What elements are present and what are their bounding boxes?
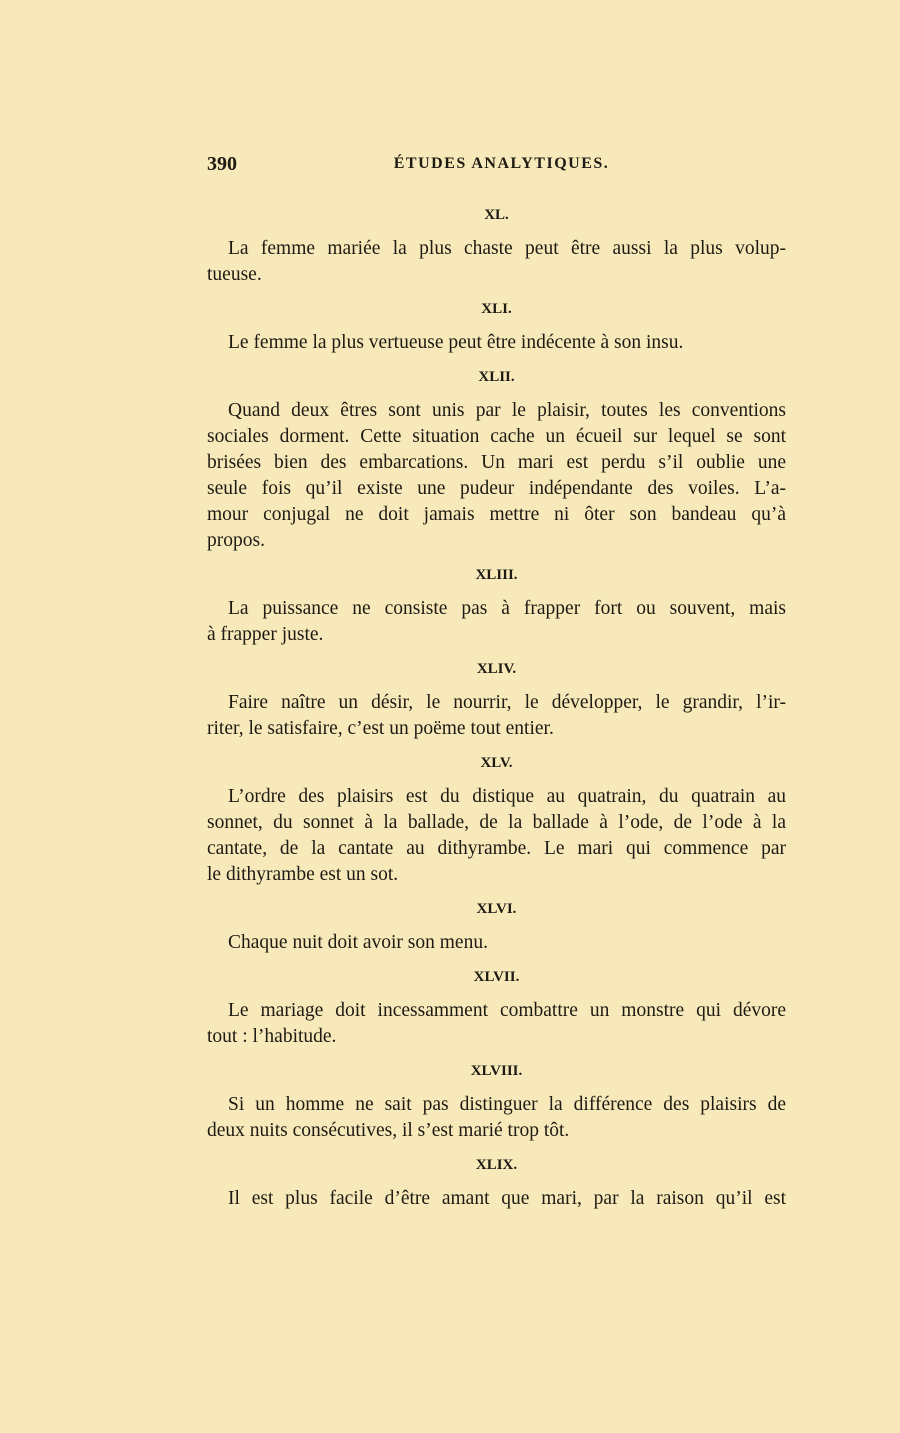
maxim-section <box>207 562 786 648</box>
text-line: à frapper juste. <box>207 624 324 645</box>
text-line: le dithyrambe est un sot. <box>207 864 399 885</box>
text-line: Si un homme ne sait pas distinguer la différence des plaisirs de <box>228 1094 786 1115</box>
maxim-numeral: XLIV. <box>476 661 517 677</box>
maxim-section <box>207 964 786 1050</box>
maxim-numeral: XLIX. <box>475 1157 518 1173</box>
maxim-section <box>207 656 786 742</box>
text-line: tueuse. <box>207 264 262 285</box>
text-line: tout : l’habitude. <box>207 1026 337 1047</box>
maxim-numeral: XL. <box>484 207 509 223</box>
text-line: L’ordre des plaisirs est du distique au quatrain, du quatrain au <box>228 786 786 807</box>
text-line: Le mariage doit incessamment combattre un monstre qui dévore <box>228 1000 786 1021</box>
maxim-section <box>207 750 786 888</box>
text-line: sonnet, du sonnet à la ballade, de la ballade à l’ode, de l’ode à la <box>207 812 786 833</box>
text-line: Faire naître un désir, le nourrir, le développer, le grandir, l’ir- <box>228 692 786 713</box>
book-page <box>207 150 786 1212</box>
running-header <box>207 150 786 178</box>
text-line: propos. <box>207 530 265 551</box>
maxim-section <box>207 1058 786 1144</box>
maxim-section <box>207 896 786 956</box>
text-line: Le femme la plus vertueuse peut être indécente à son insu. <box>228 332 684 353</box>
maxim-numeral: XLI. <box>481 301 512 317</box>
text-line: sociales dorment. Cette situation cache un écueil sur lequel se sont <box>207 426 786 447</box>
text-line: Il est plus facile d’être amant que mari, par la raison qu’il est <box>228 1188 786 1209</box>
maxim-numeral: XLVIII. <box>470 1063 523 1079</box>
maxim-section <box>207 296 786 356</box>
maxim-numeral: XLIII. <box>475 567 518 583</box>
maxim-numeral: XLVII. <box>473 969 520 985</box>
text-line: brisées bien des embarcations. Un mari est perdu s’il oublie une <box>207 452 786 473</box>
page-number: 390 <box>207 153 237 175</box>
maxim-numeral: XLVI. <box>476 901 517 917</box>
text-line: seule fois qu’il existe une pudeur indépendante des voiles. L’a- <box>207 478 786 499</box>
text-line: La femme mariée la plus chaste peut être aussi la plus volup- <box>228 238 786 259</box>
page-body <box>207 202 786 1212</box>
running-title: ÉTUDES ANALYTIQUES. <box>393 155 610 172</box>
text-line: mour conjugal ne doit jamais mettre ni ôter son bandeau qu’à <box>207 504 786 525</box>
text-line: cantate, de la cantate au dithyrambe. Le mari qui commence par <box>207 838 786 859</box>
text-line: Quand deux êtres sont unis par le plaisir, toutes les conventions <box>228 400 786 421</box>
maxim-numeral: XLV. <box>480 755 513 771</box>
text-line: riter, le satisfaire, c’est un poëme tout entier. <box>207 718 554 739</box>
text-line: La puissance ne consiste pas à frapper fort ou souvent, mais <box>228 598 786 619</box>
maxim-section <box>207 1152 786 1212</box>
text-line: deux nuits consécutives, il s’est marié trop tôt. <box>207 1120 570 1141</box>
maxim-section <box>207 202 786 288</box>
maxim-numeral: XLII. <box>478 369 515 385</box>
text-line: Chaque nuit doit avoir son menu. <box>228 932 488 953</box>
maxim-section <box>207 364 786 554</box>
